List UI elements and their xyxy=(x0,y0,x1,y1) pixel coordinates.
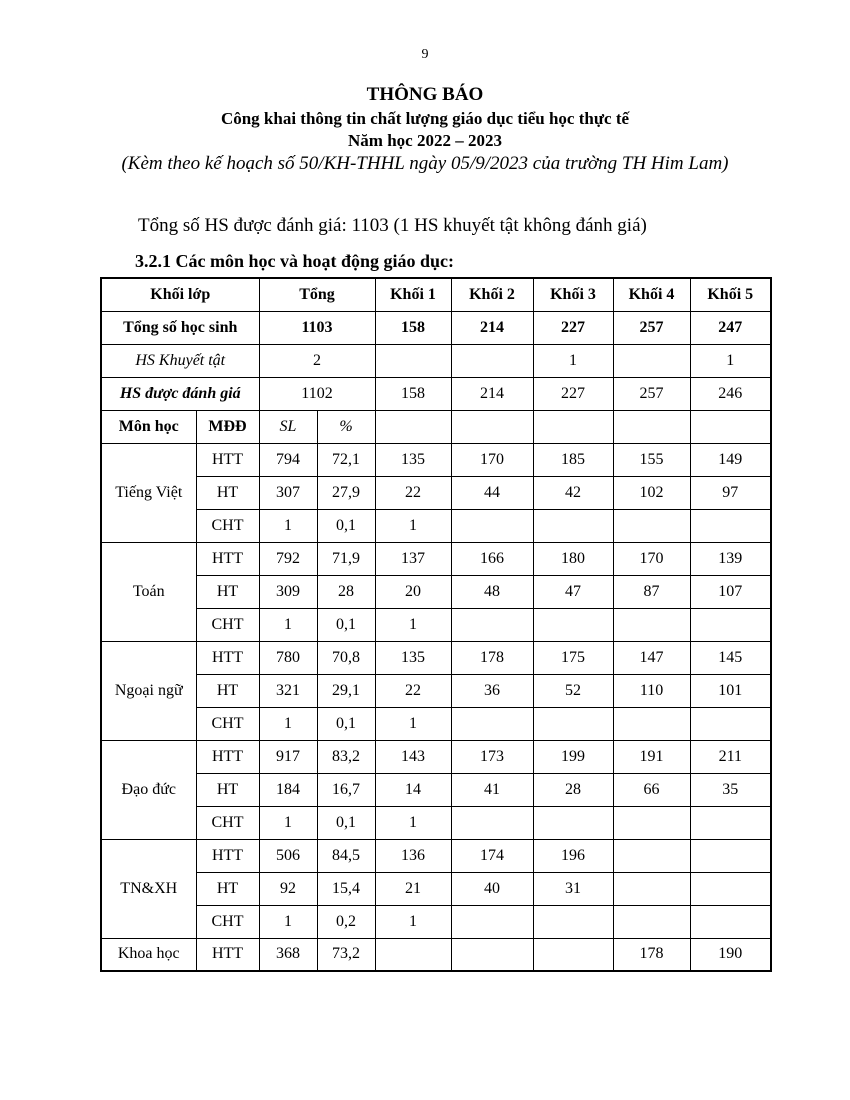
table-cell: 21 xyxy=(375,872,451,905)
column-header: SL xyxy=(259,410,317,443)
table-cell xyxy=(690,839,771,872)
table-row xyxy=(101,740,771,773)
table-cell: 185 xyxy=(533,443,613,476)
table-row xyxy=(101,674,771,707)
subject-label: Đạo đức xyxy=(101,740,196,839)
table-cell: 110 xyxy=(613,674,690,707)
total-evaluated-summary: Tổng số HS được đánh giá: 1103 (1 HS khuyết tật không đánh giá) xyxy=(138,215,647,236)
column-header: % xyxy=(317,410,375,443)
table-cell: 0,1 xyxy=(317,608,375,641)
table-cell: 48 xyxy=(451,575,533,608)
table-cell xyxy=(451,344,533,377)
column-header: MĐĐ xyxy=(196,410,259,443)
table-row xyxy=(101,938,771,971)
table-cell: 102 xyxy=(613,476,690,509)
table-cell: 173 xyxy=(451,740,533,773)
table-cell xyxy=(533,509,613,542)
table-cell: 36 xyxy=(451,674,533,707)
table-cell: 1 xyxy=(259,806,317,839)
table-cell: 83,2 xyxy=(317,740,375,773)
table-cell: 1 xyxy=(375,707,451,740)
column-header: Khối 1 xyxy=(375,278,451,311)
table-cell: 178 xyxy=(613,938,690,971)
table-cell xyxy=(533,410,613,443)
table-cell xyxy=(451,806,533,839)
table-cell: 1 xyxy=(259,707,317,740)
subject-label: Toán xyxy=(101,542,196,641)
table-cell: 139 xyxy=(690,542,771,575)
table-cell: 257 xyxy=(613,311,690,344)
document-header xyxy=(0,82,850,176)
table-cell: 31 xyxy=(533,872,613,905)
table-cell: 135 xyxy=(375,641,451,674)
table-cell: 170 xyxy=(451,443,533,476)
table-cell: 1 xyxy=(375,905,451,938)
table-cell: 47 xyxy=(533,575,613,608)
table-cell: 214 xyxy=(451,377,533,410)
table-cell: 71,9 xyxy=(317,542,375,575)
table-row xyxy=(101,773,771,806)
table-cell xyxy=(613,839,690,872)
table-row xyxy=(101,806,771,839)
table-cell: 190 xyxy=(690,938,771,971)
attachment-note: (Kèm theo kế hoạch số 50/KH-THHL ngày 05/9/2023 của trường TH Him Lam) xyxy=(121,153,729,174)
column-header: Khối 3 xyxy=(533,278,613,311)
table-cell: 180 xyxy=(533,542,613,575)
notice-title: THÔNG BÁO xyxy=(366,84,484,105)
table-cell: 143 xyxy=(375,740,451,773)
column-header: Khối 4 xyxy=(613,278,690,311)
column-header: Tổng xyxy=(259,278,375,311)
table-cell: 199 xyxy=(533,740,613,773)
table-cell: HTT xyxy=(196,938,259,971)
table-cell xyxy=(451,707,533,740)
table-cell: 307 xyxy=(259,476,317,509)
table-cell: 15,4 xyxy=(317,872,375,905)
table-cell xyxy=(533,806,613,839)
table-cell: 184 xyxy=(259,773,317,806)
table-cell: 158 xyxy=(375,377,451,410)
table-cell xyxy=(451,608,533,641)
table-cell: 917 xyxy=(259,740,317,773)
table-cell xyxy=(690,608,771,641)
table-cell: HT xyxy=(196,773,259,806)
results-table xyxy=(100,277,772,972)
table-cell xyxy=(451,410,533,443)
table-cell xyxy=(690,410,771,443)
table-cell: HT xyxy=(196,476,259,509)
table-row xyxy=(101,278,771,311)
table-cell: 175 xyxy=(533,641,613,674)
table-row xyxy=(101,641,771,674)
table-cell: 27,9 xyxy=(317,476,375,509)
table-cell xyxy=(533,707,613,740)
table-cell: CHT xyxy=(196,806,259,839)
table-cell: 136 xyxy=(375,839,451,872)
table-cell: 321 xyxy=(259,674,317,707)
table-cell: 41 xyxy=(451,773,533,806)
table-row xyxy=(101,476,771,509)
table-cell: 1 xyxy=(375,509,451,542)
table-cell xyxy=(690,707,771,740)
table-cell xyxy=(613,509,690,542)
table-cell: 178 xyxy=(451,641,533,674)
table-cell: 1 xyxy=(259,509,317,542)
table-cell: 145 xyxy=(690,641,771,674)
table-cell: HTT xyxy=(196,839,259,872)
table-cell: HT xyxy=(196,674,259,707)
table-cell xyxy=(533,938,613,971)
table-row xyxy=(101,905,771,938)
table-cell: HT xyxy=(196,575,259,608)
table-cell: 66 xyxy=(613,773,690,806)
table-cell: 101 xyxy=(690,674,771,707)
table-cell: 92 xyxy=(259,872,317,905)
table-cell xyxy=(451,938,533,971)
table-cell: 227 xyxy=(533,377,613,410)
table-cell xyxy=(375,344,451,377)
table-cell: CHT xyxy=(196,905,259,938)
table-cell: 87 xyxy=(613,575,690,608)
table-cell: 1 xyxy=(259,608,317,641)
table-cell: 0,2 xyxy=(317,905,375,938)
table-cell xyxy=(375,410,451,443)
table-cell: 73,2 xyxy=(317,938,375,971)
table-cell xyxy=(613,905,690,938)
table-cell: 191 xyxy=(613,740,690,773)
table-cell xyxy=(690,806,771,839)
subject-label: Tiếng Việt xyxy=(101,443,196,542)
table-cell xyxy=(690,905,771,938)
row-label: HS Khuyết tật xyxy=(101,344,259,377)
table-cell: 1 xyxy=(375,806,451,839)
table-cell: 214 xyxy=(451,311,533,344)
table-row xyxy=(101,608,771,641)
table-cell: 52 xyxy=(533,674,613,707)
page-number: 9 xyxy=(421,47,429,62)
table-cell: 155 xyxy=(613,443,690,476)
table-cell xyxy=(613,707,690,740)
table-row xyxy=(101,839,771,872)
column-header: Khối 5 xyxy=(690,278,771,311)
column-header: Môn học xyxy=(101,410,196,443)
table-cell: 780 xyxy=(259,641,317,674)
table-cell: 174 xyxy=(451,839,533,872)
table-cell: CHT xyxy=(196,707,259,740)
table-cell: 42 xyxy=(533,476,613,509)
table-cell: 1 xyxy=(259,905,317,938)
table-row xyxy=(101,344,771,377)
table-cell: 16,7 xyxy=(317,773,375,806)
table-cell: 149 xyxy=(690,443,771,476)
table-cell: 196 xyxy=(533,839,613,872)
table-cell: 2 xyxy=(259,344,375,377)
table-cell xyxy=(690,509,771,542)
subject-label: Ngoại ngữ xyxy=(101,641,196,740)
table-cell: 247 xyxy=(690,311,771,344)
table-cell: 0,1 xyxy=(317,509,375,542)
table-cell: 28 xyxy=(533,773,613,806)
table-cell xyxy=(451,509,533,542)
table-row xyxy=(101,443,771,476)
table-cell: 309 xyxy=(259,575,317,608)
table-cell: 20 xyxy=(375,575,451,608)
table-cell: CHT xyxy=(196,608,259,641)
table-cell xyxy=(613,410,690,443)
table-row xyxy=(101,542,771,575)
table-cell xyxy=(613,608,690,641)
column-header: Khối 2 xyxy=(451,278,533,311)
subject-label: Khoa học xyxy=(101,938,196,971)
table-cell: 84,5 xyxy=(317,839,375,872)
row-label: HS được đánh giá xyxy=(101,377,259,410)
row-label: Tổng số học sinh xyxy=(101,311,259,344)
table-cell: 227 xyxy=(533,311,613,344)
table-cell: 137 xyxy=(375,542,451,575)
table-cell: 170 xyxy=(613,542,690,575)
table-cell: 135 xyxy=(375,443,451,476)
subject-label: TN&XH xyxy=(101,839,196,938)
section-heading: 3.2.1 Các môn học và hoạt động giáo dục: xyxy=(135,251,455,271)
table-cell: 368 xyxy=(259,938,317,971)
table-cell: 28 xyxy=(317,575,375,608)
table-cell xyxy=(690,872,771,905)
table-cell: 166 xyxy=(451,542,533,575)
table-row xyxy=(101,707,771,740)
table-cell xyxy=(533,905,613,938)
school-year: Năm học 2022 – 2023 xyxy=(348,131,502,150)
table-row xyxy=(101,509,771,542)
table-cell: HTT xyxy=(196,740,259,773)
table-cell: 35 xyxy=(690,773,771,806)
table-row xyxy=(101,872,771,905)
table-cell: 72,1 xyxy=(317,443,375,476)
table-cell: HTT xyxy=(196,641,259,674)
table-cell: 0,1 xyxy=(317,806,375,839)
table-cell xyxy=(613,872,690,905)
table-cell xyxy=(613,806,690,839)
table-row xyxy=(101,377,771,410)
table-cell: HTT xyxy=(196,443,259,476)
table-cell: 257 xyxy=(613,377,690,410)
notice-subtitle: Công khai thông tin chất lượng giáo dục tiểu học thực tế xyxy=(220,109,630,128)
table-cell: 158 xyxy=(375,311,451,344)
table-cell: 97 xyxy=(690,476,771,509)
column-header: Khối lớp xyxy=(101,278,259,311)
table-cell: 44 xyxy=(451,476,533,509)
table-cell: HT xyxy=(196,872,259,905)
table-cell: 794 xyxy=(259,443,317,476)
table-cell: 40 xyxy=(451,872,533,905)
table-cell: 22 xyxy=(375,476,451,509)
table-cell: 14 xyxy=(375,773,451,806)
table-row xyxy=(101,575,771,608)
table-cell xyxy=(533,608,613,641)
table-cell: 792 xyxy=(259,542,317,575)
table-cell xyxy=(375,938,451,971)
table-cell: 29,1 xyxy=(317,674,375,707)
table-cell: 1 xyxy=(533,344,613,377)
table-cell: CHT xyxy=(196,509,259,542)
table-cell: 1103 xyxy=(259,311,375,344)
table-cell: 1102 xyxy=(259,377,375,410)
table-row xyxy=(101,311,771,344)
table-cell xyxy=(613,344,690,377)
results-table-body xyxy=(101,278,771,971)
table-cell: 246 xyxy=(690,377,771,410)
table-cell: 506 xyxy=(259,839,317,872)
table-cell: 1 xyxy=(690,344,771,377)
table-cell: 147 xyxy=(613,641,690,674)
table-cell: 107 xyxy=(690,575,771,608)
table-cell: HTT xyxy=(196,542,259,575)
table-cell: 211 xyxy=(690,740,771,773)
table-cell xyxy=(451,905,533,938)
table-cell: 0,1 xyxy=(317,707,375,740)
table-cell: 22 xyxy=(375,674,451,707)
table-cell: 1 xyxy=(375,608,451,641)
table-row xyxy=(101,410,771,443)
table-cell: 70,8 xyxy=(317,641,375,674)
